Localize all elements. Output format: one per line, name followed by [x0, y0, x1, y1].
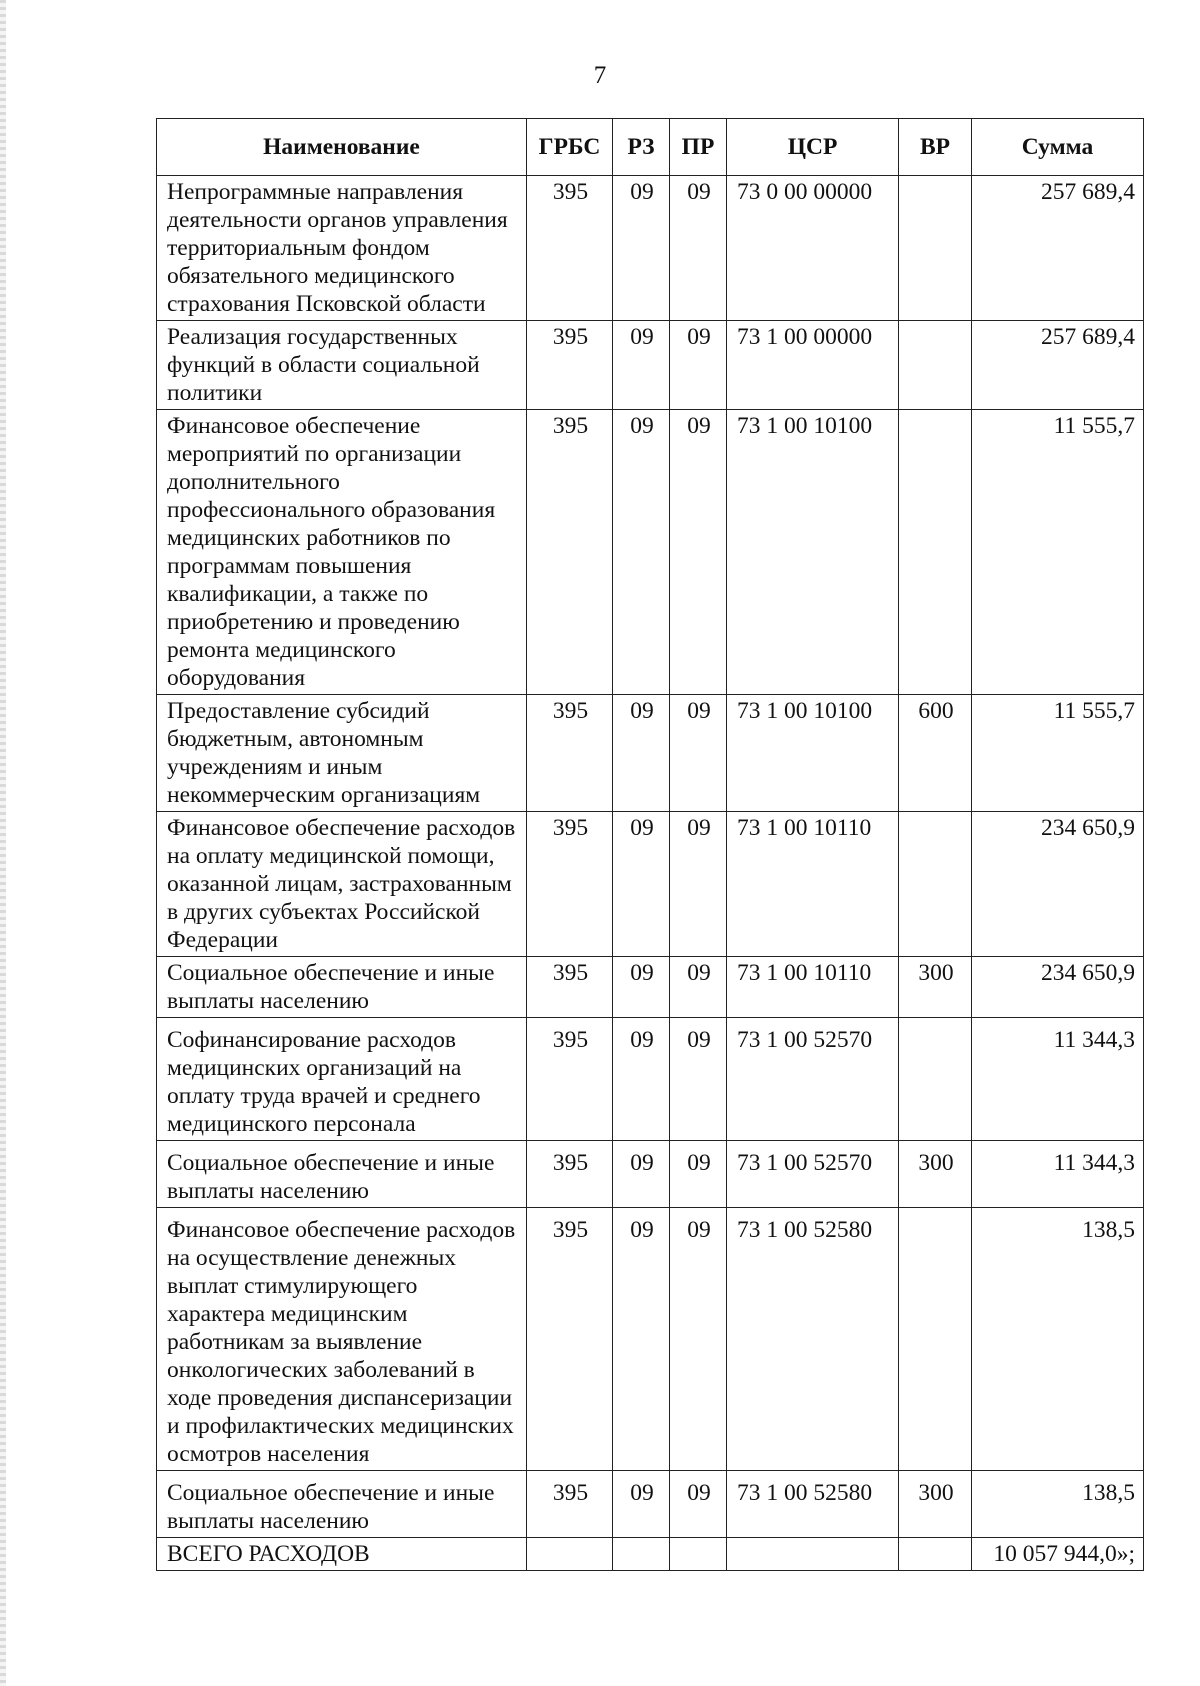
table-row — [157, 1471, 1144, 1538]
total-sum: 10 057 944,0»; — [972, 1538, 1144, 1571]
row-rz: 09 — [613, 1471, 670, 1538]
table-row — [157, 957, 1144, 1018]
row-rz: 09 — [613, 695, 670, 812]
row-rz: 09 — [613, 957, 670, 1018]
row-grbs: 395 — [527, 321, 613, 410]
table-row — [157, 1018, 1144, 1141]
table-row — [157, 695, 1144, 812]
row-rz: 09 — [613, 1141, 670, 1208]
row-sum: 138,5 — [972, 1208, 1144, 1471]
header-csr: ЦСР — [727, 119, 899, 176]
row-sum: 11 555,7 — [972, 695, 1144, 812]
row-grbs: 395 — [527, 1208, 613, 1471]
row-pr: 09 — [670, 176, 727, 321]
row-grbs: 395 — [527, 695, 613, 812]
row-pr: 09 — [670, 812, 727, 957]
row-vr: 300 — [899, 957, 972, 1018]
row-pr: 09 — [670, 957, 727, 1018]
row-csr: 73 1 00 52580 — [727, 1471, 899, 1538]
header-name: Наименование — [157, 119, 527, 176]
row-grbs: 395 — [527, 1141, 613, 1208]
table-row — [157, 1141, 1144, 1208]
row-rz: 09 — [613, 321, 670, 410]
row-name: Финансовое обеспечение расходов на осуществление денежных выплат стимулирующего характера медицинским работникам за выявление онкологических заболеваний в ходе проведения диспансеризации и профилактических медицинских осмотров населения — [157, 1208, 527, 1471]
row-grbs: 395 — [527, 410, 613, 695]
row-vr — [899, 321, 972, 410]
row-sum: 11 344,3 — [972, 1141, 1144, 1208]
row-rz: 09 — [613, 1208, 670, 1471]
row-rz: 09 — [613, 410, 670, 695]
header-grbs: ГРБС — [527, 119, 613, 176]
row-csr: 73 1 00 52570 — [727, 1018, 899, 1141]
row-csr: 73 0 00 00000 — [727, 176, 899, 321]
row-name: Реализация государственных функций в области социальной политики — [157, 321, 527, 410]
row-vr — [899, 1208, 972, 1471]
total-label: ВСЕГО РАСХОДОВ — [157, 1538, 527, 1571]
row-sum: 11 555,7 — [972, 410, 1144, 695]
row-name: Софинансирование расходов медицинских организаций на оплату труда врачей и среднего медицинского персонала — [157, 1018, 527, 1141]
row-sum: 138,5 — [972, 1471, 1144, 1538]
row-grbs: 395 — [527, 812, 613, 957]
row-pr: 09 — [670, 1141, 727, 1208]
row-vr: 300 — [899, 1141, 972, 1208]
row-vr: 300 — [899, 1471, 972, 1538]
row-csr: 73 1 00 52570 — [727, 1141, 899, 1208]
budget-table — [156, 118, 1144, 1571]
table-row — [157, 176, 1144, 321]
row-vr: 600 — [899, 695, 972, 812]
row-vr — [899, 1018, 972, 1141]
row-grbs: 395 — [527, 1471, 613, 1538]
row-sum: 257 689,4 — [972, 321, 1144, 410]
total-grbs — [527, 1538, 613, 1571]
row-name: Социальное обеспечение и иные выплаты населению — [157, 1141, 527, 1208]
row-pr: 09 — [670, 321, 727, 410]
row-csr: 73 1 00 10110 — [727, 812, 899, 957]
row-csr: 73 1 00 00000 — [727, 321, 899, 410]
row-vr — [899, 176, 972, 321]
header-rz: РЗ — [613, 119, 670, 176]
total-row — [157, 1538, 1144, 1571]
header-vr: ВР — [899, 119, 972, 176]
row-name: Непрограммные направления деятельности органов управления территориальным фондом обязательного медицинского страхования Псковской области — [157, 176, 527, 321]
row-grbs: 395 — [527, 957, 613, 1018]
row-sum: 234 650,9 — [972, 812, 1144, 957]
row-csr: 73 1 00 10100 — [727, 695, 899, 812]
row-pr: 09 — [670, 410, 727, 695]
total-rz — [613, 1538, 670, 1571]
table-row — [157, 410, 1144, 695]
row-sum: 234 650,9 — [972, 957, 1144, 1018]
row-rz: 09 — [613, 1018, 670, 1141]
row-sum: 257 689,4 — [972, 176, 1144, 321]
total-vr — [899, 1538, 972, 1571]
row-name: Социальное обеспечение и иные выплаты населению — [157, 957, 527, 1018]
table-row — [157, 1208, 1144, 1471]
row-rz: 09 — [613, 176, 670, 321]
table-row — [157, 321, 1144, 410]
row-pr: 09 — [670, 1018, 727, 1141]
row-rz: 09 — [613, 812, 670, 957]
row-pr: 09 — [670, 695, 727, 812]
header-sum: Сумма — [972, 119, 1144, 176]
row-csr: 73 1 00 10100 — [727, 410, 899, 695]
total-pr — [670, 1538, 727, 1571]
row-csr: 73 1 00 52580 — [727, 1208, 899, 1471]
row-pr: 09 — [670, 1208, 727, 1471]
scan-edge — [0, 0, 6, 1686]
row-name: Социальное обеспечение и иные выплаты населению — [157, 1471, 527, 1538]
row-grbs: 395 — [527, 1018, 613, 1141]
row-name: Финансовое обеспечение мероприятий по организации дополнительного профессионального образования медицинских работников по программам повышения квалификации, а также по приобретению и проведению ремонта медицинского оборудования — [157, 410, 527, 695]
total-csr — [727, 1538, 899, 1571]
row-name: Финансовое обеспечение расходов на оплату медицинской помощи, оказанной лицам, застрахованным в других субъектах Российской Федерации — [157, 812, 527, 957]
row-pr: 09 — [670, 1471, 727, 1538]
row-grbs: 395 — [527, 176, 613, 321]
row-sum: 11 344,3 — [972, 1018, 1144, 1141]
table-row — [157, 812, 1144, 957]
row-vr — [899, 410, 972, 695]
row-name: Предоставление субсидий бюджетным, автономным учреждениям и иным некоммерческим организациям — [157, 695, 527, 812]
row-csr: 73 1 00 10110 — [727, 957, 899, 1018]
header-pr: ПР — [670, 119, 727, 176]
row-vr — [899, 812, 972, 957]
header-row — [157, 119, 1144, 176]
page-number: 7 — [593, 62, 607, 89]
